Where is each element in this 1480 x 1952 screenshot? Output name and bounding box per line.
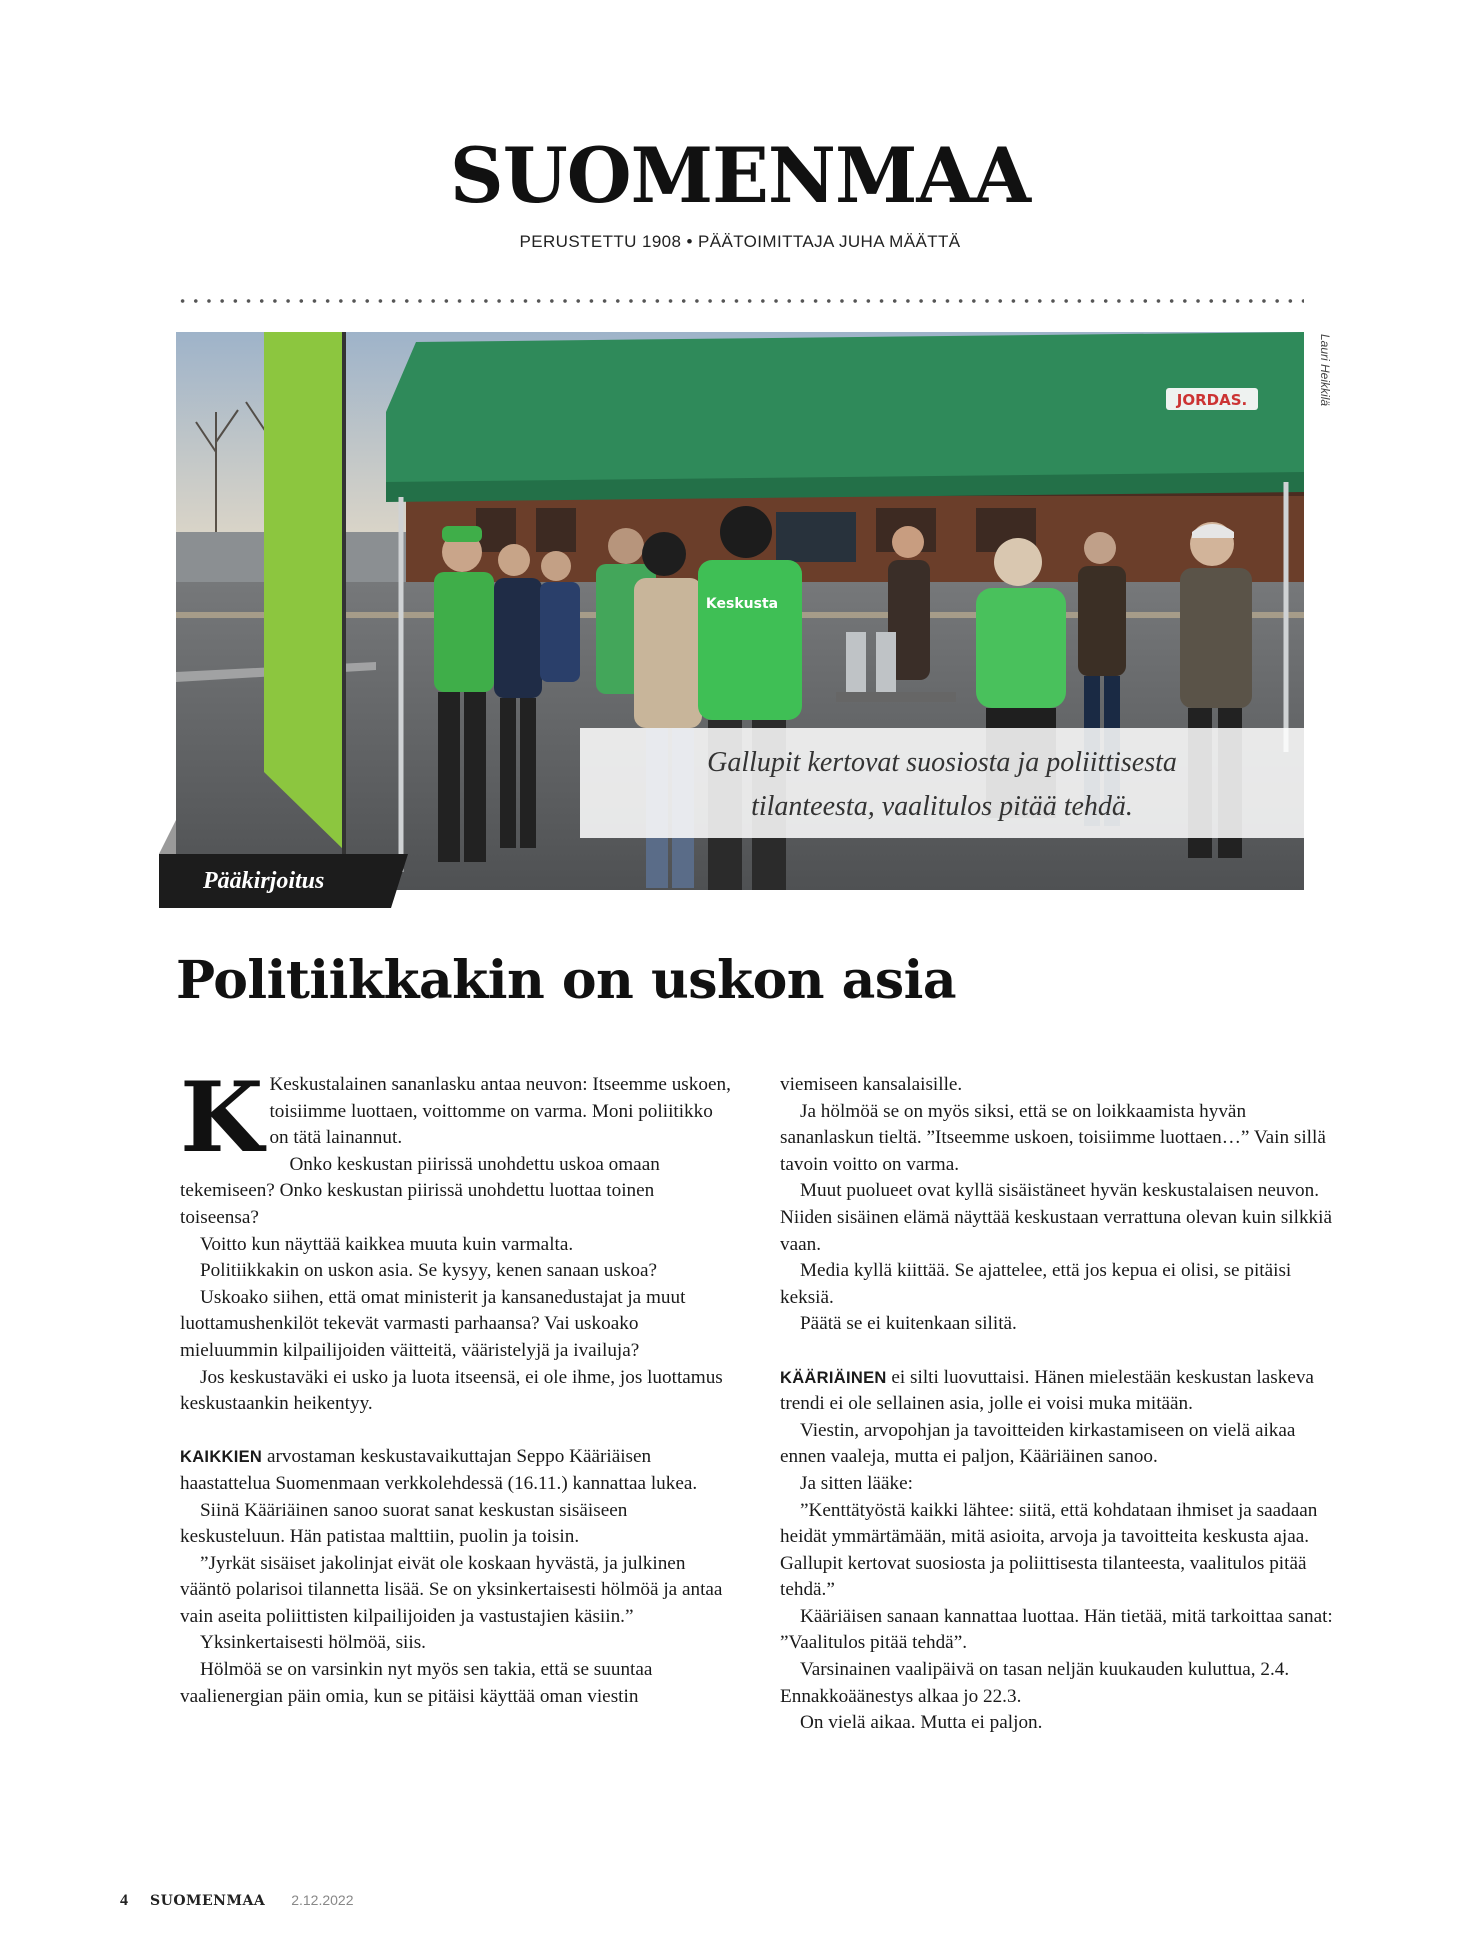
page-footer: [120, 1892, 354, 1910]
footer-date: 2.12.2022: [291, 1892, 354, 1908]
caption-line-1: Gallupit kertovat suosiosta ja poliittisesta: [707, 747, 1177, 778]
paragraph: Uskoako siihen, että omat ministerit ja kansanedustajat ja muut luottamushenkilöt tekevät varmasti parhaansa? Vai uskoako mieluummin kilpailijoiden väitteitä, vääristelyjä ja ivailuja?: [180, 1286, 686, 1361]
vest-text: Keskusta: [705, 596, 779, 612]
masthead-logo: SUOMENMAA: [449, 131, 1031, 220]
dotted-divider: [176, 298, 1304, 304]
paragraph: KÄÄRIÄINEN ei silti luovuttaisi. Hänen mielestään keskustan laskeva trendi ei ole sellainen asia, jolle ei voisi muka mitään.: [780, 1366, 1314, 1415]
article-column-left: [180, 1061, 736, 1710]
page-number: 4: [120, 1892, 128, 1909]
paragraph: ”Jyrkät sisäiset jakolinjat eivät ole koskaan hyvästä, ja julkinen vääntö polarisoi tilannetta lisää. Se on yksinkertaisesti hölmöä ja antaa vain aseita poliittisten kilpailijoiden ja vastustajien käsiin.”: [180, 1552, 723, 1627]
footer-brand: SUOMENMAA: [150, 1893, 266, 1909]
paragraph: On vielä aikaa. Mutta ei paljon.: [800, 1712, 1043, 1734]
paragraph: Jos keskustaväki ei usko ja luota itseensä, ei ole ihme, jos luottamus keskustaankin heikentyy.: [180, 1366, 723, 1415]
paragraph: Ja hölmöä se on myös siksi, että se on loikkaamista hyvän sananlaskun tieltä. ”Itseemme uskoen, toisiimme luottaen…” Vain sillä tavoin voitto on varma.: [780, 1100, 1326, 1175]
masthead: [0, 131, 1480, 252]
paragraph: Onko keskustan piirissä unohdettu uskoa omaan tekemiseen? Onko keskustan piirissä unohdettu luottaa toinen toiseensa?: [180, 1153, 660, 1228]
paragraph: KAIKKIEN arvostaman keskustavaikuttajan Seppo Kääriäisen haastattelua Suomenmaan verkkolehdessä (16.11.) kannattaa lukea.: [180, 1446, 698, 1494]
paragraph: viemiseen kansalaisille.: [780, 1074, 963, 1095]
section-tag-shadow: [159, 820, 176, 854]
photo-caption: [580, 728, 1304, 838]
paragraph: Siinä Kääriäinen sanoo suorat sanat keskustan sisäiseen keskusteluun. Hän patistaa malttiin, puolin ja toisin.: [180, 1499, 628, 1548]
paragraph: Kääriäisen sanaan kannattaa luottaa. Hän tietää, mitä tarkoittaa sanat: ”Vaalitulos pitää tehdä”.: [780, 1605, 1333, 1654]
masthead-subtitle: PERUSTETTU 1908 • PÄÄTOIMITTAJA JUHA MÄÄTTÄ: [519, 232, 961, 251]
paragraph: Hölmöä se on varsinkin nyt myös sen takia, että se suuntaa vaalienergian päin omia, kun se pitäisi käyttää oman viestin: [180, 1659, 653, 1707]
tent-brand-text: JORDAS.: [1176, 391, 1248, 409]
photo-credit: Lauri Heikkilä: [1318, 334, 1332, 407]
section-tag: Pääkirjoitus: [159, 854, 391, 908]
paragraph: K Keskustalainen sananlasku antaa neuvon: Itseemme uskoen, toisiimme luottaen, voittomme on varma. Moni poliitikko on tätä lainannut.: [180, 1061, 731, 1174]
caption-line-2: tilanteesta, vaalitulos pitää tehdä.: [751, 791, 1133, 822]
drop-cap: K: [180, 1061, 264, 1174]
paragraph: Päätä se ei kuitenkaan silitä.: [800, 1313, 1017, 1335]
lead-word: KAIKKIEN: [180, 1448, 263, 1467]
article-column-right: [780, 1072, 1336, 1737]
article-headline: Politiikkakin on uskon asia: [176, 950, 957, 1011]
paragraph: Media kyllä kiittää. Se ajattelee, että jos kepua ei olisi, se pitäisi keksiä.: [780, 1260, 1292, 1308]
paragraph: ”Kenttätyöstä kaikki lähtee: siitä, että kohdataan ihmiset ja saadaan heidät ymmärtämään, mitä asioita, arvoja ja tavoitteita keskusta ajaa. Gallupit kertovat suosiosta ja poliittisesta tilanteesta, vaalitulos pitää tehdä.”: [780, 1499, 1318, 1601]
paragraph: Yksinkertaisesti hölmöä, siis.: [200, 1632, 426, 1654]
paragraph: Politiikkakin on uskon asia. Se kysyy, kenen sanaan uskoa?: [200, 1260, 658, 1282]
paragraph: Varsinainen vaalipäivä on tasan neljän kuukauden kuluttua, 2.4. Ennakkoäänestys alkaa jo 22.3.: [780, 1659, 1290, 1707]
paragraph: Viestin, arvopohjan ja tavoitteiden kirkastamiseen on vielä aikaa ennen vaaleja, mutta ei paljon, Kääriäinen sanoo.: [780, 1419, 1296, 1468]
paragraph: Ja sitten lääke:: [800, 1472, 913, 1494]
paragraph: Voitto kun näyttää kaikkea muuta kuin varmalta.: [200, 1233, 574, 1255]
lead-word: KÄÄRIÄINEN: [780, 1368, 887, 1387]
paragraph: Muut puolueet ovat kyllä sisäistäneet hyvän keskustalaisen neuvon. Niiden sisäinen elämä näyttää keskustaan verrattuna olevan kuin silkkiä vaan.: [780, 1180, 1332, 1255]
